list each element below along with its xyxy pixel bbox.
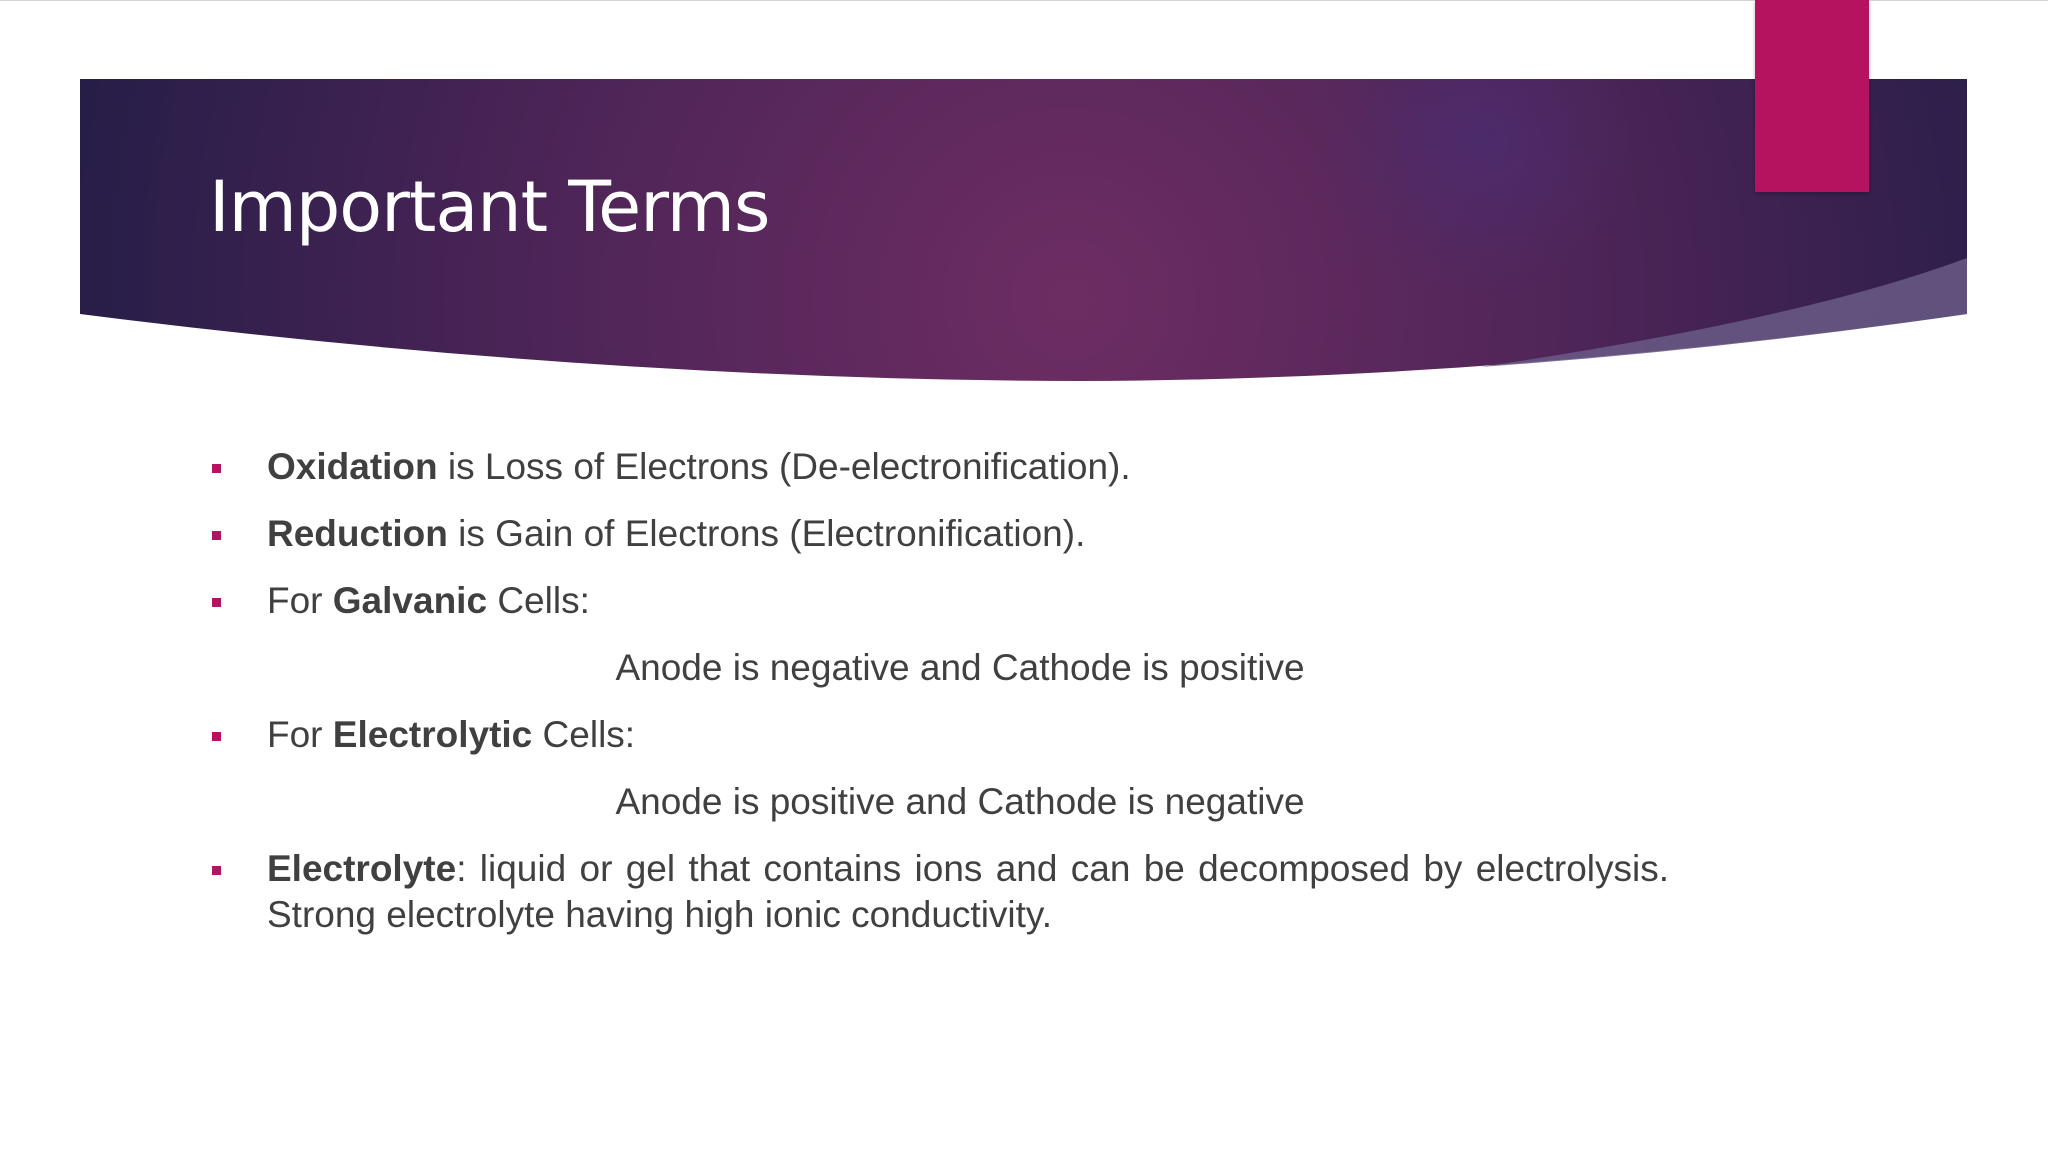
square-bullet-icon (212, 531, 221, 540)
suffix: Cells: (487, 580, 590, 621)
square-bullet-icon (212, 598, 221, 607)
square-bullet-icon (212, 732, 221, 741)
list-item (209, 846, 1669, 938)
term: Electrolyte (267, 848, 457, 889)
list-item (209, 712, 1661, 758)
square-bullet-icon (212, 866, 221, 875)
sub-statement: Anode is negative and Cathode is positive (615, 647, 1305, 688)
suffix: Cells: (532, 714, 636, 755)
prefix: For (267, 580, 333, 621)
term: Oxidation (267, 446, 438, 487)
sub-statement: Anode is positive and Cathode is negative (615, 781, 1305, 822)
list-item (209, 511, 1661, 557)
definition: is Gain of Electrons (Electronification). (447, 513, 1086, 554)
definition: is Loss of Electrons (De-electronification). (437, 446, 1131, 487)
definition: : liquid or gel that contains ions and can be decomposed by electrolysis. Strong electrolyte having high ionic conductivity. (267, 848, 1669, 935)
term: Reduction (267, 513, 448, 554)
slide-body (209, 444, 1669, 959)
list-item (209, 444, 1661, 490)
accent-tab (1755, 0, 1869, 192)
term: Electrolytic (332, 714, 533, 755)
term: Galvanic (332, 580, 488, 621)
slide-title: Important Terms (209, 166, 770, 248)
list-item (209, 578, 1661, 624)
square-bullet-icon (212, 464, 221, 473)
prefix: For (267, 714, 333, 755)
